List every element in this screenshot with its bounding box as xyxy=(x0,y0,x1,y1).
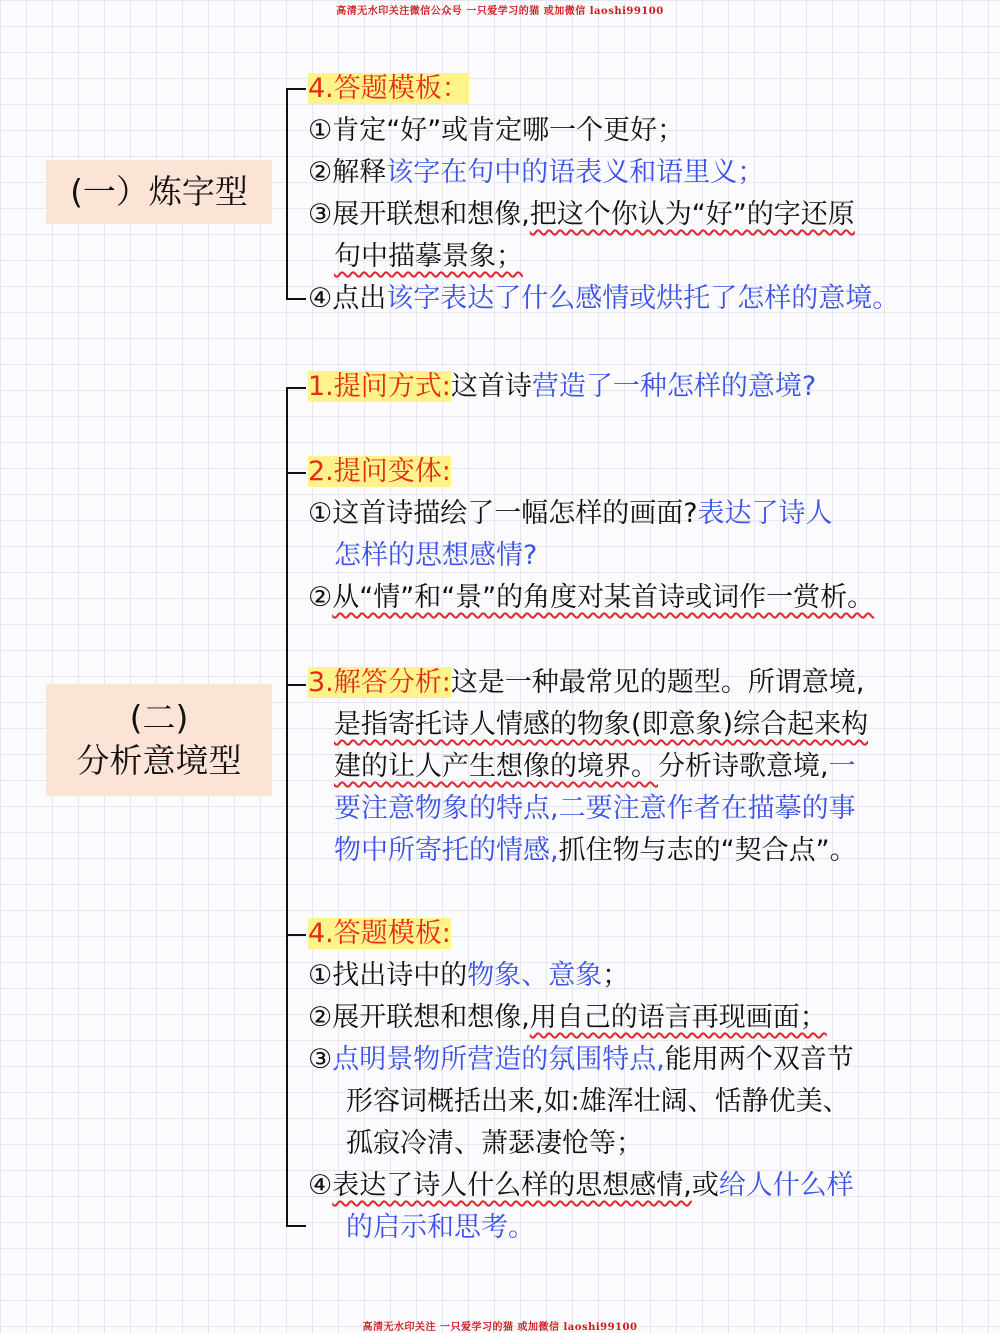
q3-l2: 是指寄托诗人情感的物象(即意象)综合起来构 xyxy=(334,709,869,740)
q3-line-3 xyxy=(308,746,868,788)
section1-template-l5b: 该字表达了什么感情或烘托了怎样的意境。 xyxy=(386,283,900,314)
q4-line-3 xyxy=(308,1039,854,1081)
q4-l6c: 或 xyxy=(691,1170,719,1201)
section1-template-l2a: ②解释 xyxy=(308,157,387,188)
q1-heading: 1.提问方式: xyxy=(308,371,451,402)
q4-l2a: ②展开联想和想像, xyxy=(308,1002,530,1033)
section2-label-line1: (二) xyxy=(129,698,189,738)
q4-heading-line xyxy=(308,913,854,955)
q4-l1b: 物象、意象 xyxy=(467,960,603,991)
section1-template-l3b: 把这个你认为“好”的字还原 xyxy=(529,199,855,230)
section2-tick-bottom xyxy=(286,1225,306,1227)
section1-label-text: (一）炼字型 xyxy=(70,171,248,211)
q4-line-1 xyxy=(308,955,854,997)
section1-template-line-3 xyxy=(308,194,899,236)
q4-l3c: 能用两个双音节 xyxy=(664,1044,854,1075)
section1-template-heading: 4.答题模板： xyxy=(308,73,469,104)
q3-line-4 xyxy=(308,788,868,830)
watermark-top: 高清无水印关注微信公众号 一只爱学习的猫 或加微信 laoshi99100 xyxy=(336,6,664,17)
section1-bracket-tick-bottom xyxy=(286,298,306,300)
q2-line-2 xyxy=(308,535,874,577)
q2-heading: 2.提问变体: xyxy=(308,456,451,487)
q1-line xyxy=(308,366,816,408)
section2-q2 xyxy=(308,451,874,619)
section1-template-line-5 xyxy=(308,278,899,320)
q4-l6a: ④ xyxy=(308,1170,333,1201)
q2-l2: 怎样的思想感情? xyxy=(334,540,538,571)
q3-l5a: 物中所寄托的情感, xyxy=(334,835,559,866)
q4-l1a: ①找出诗中的 xyxy=(308,960,468,991)
q2-l3b: 从“情”和“景”的角度对某首诗或词作一赏析。 xyxy=(332,582,875,613)
section2-q3 xyxy=(308,662,868,872)
section1-template-line-1 xyxy=(308,110,899,152)
q4-l4: 形容词概括出来,如:雄浑壮阔、恬静优美、 xyxy=(346,1086,850,1117)
q3-l3b: 分析诗歌意境, xyxy=(658,751,829,782)
section2-label-line2: 分析意境型 xyxy=(76,741,242,780)
section2-bracket xyxy=(286,387,288,1227)
section1-template-l3a: ③展开联想和想像, xyxy=(308,199,530,230)
q4-l6d: 给人什么样 xyxy=(718,1170,854,1201)
section1-bracket xyxy=(286,88,288,300)
q1-text-a: 这首诗 xyxy=(450,371,532,402)
q3-line-1 xyxy=(308,662,868,704)
section2-q1 xyxy=(308,366,816,408)
section1-template-l2b: 该字在句中的语表义和语里义； xyxy=(386,157,765,188)
section2-tick-q2 xyxy=(286,472,306,474)
section2-q4 xyxy=(308,913,854,1249)
section1-template-l5a: ④点出 xyxy=(308,283,387,314)
q1-text-b: 营造了一种怎样的意境? xyxy=(531,371,817,402)
q3-l5b: 抓住物与志的“契合点”。 xyxy=(558,835,857,866)
q4-line-7 xyxy=(308,1207,854,1249)
section1-template-l4: 句中描摹景象； xyxy=(334,241,523,272)
section1-bracket-tick-top xyxy=(286,88,306,90)
q4-line-5 xyxy=(308,1123,854,1165)
q4-l3b: 点明景物所营造的氛围特点, xyxy=(332,1044,665,1075)
section1-template xyxy=(308,68,899,320)
watermark-bottom: 高清无水印关注 一只爱学习的猫 或加微信 laoshi99100 xyxy=(362,1322,638,1333)
q3-heading: 3.解答分析: xyxy=(308,667,451,698)
q4-heading: 4.答题模板: xyxy=(308,918,451,949)
q2-line-1 xyxy=(308,493,874,535)
section2-tick-q3 xyxy=(286,684,306,686)
q4-line-6 xyxy=(308,1165,854,1207)
q2-l1b: 表达了诗人 xyxy=(697,498,833,529)
q4-l3a: ③ xyxy=(308,1044,333,1075)
q3-l3a: 建的让人产生想像的境界。 xyxy=(334,751,658,782)
q2-l1a: ①这首诗描绘了一幅怎样的画面? xyxy=(308,498,698,529)
q2-heading-line xyxy=(308,451,874,493)
section1-template-l1: ①肯定“好”或肯定哪一个更好； xyxy=(308,115,685,146)
section1-template-line-2 xyxy=(308,152,899,194)
q2-l3a: ② xyxy=(308,582,333,613)
section2-label xyxy=(46,684,272,796)
section2-tick-q1 xyxy=(286,387,306,389)
q4-l1c: ； xyxy=(602,960,630,991)
q4-line-4 xyxy=(308,1081,854,1123)
q4-l5: 孤寂冷清、萧瑟凄怆等； xyxy=(346,1128,643,1159)
q3-l4: 要注意物象的特点,二要注意作者在描摹的事 xyxy=(334,793,856,824)
q4-line-2 xyxy=(308,997,854,1039)
section1-template-line-4 xyxy=(308,236,899,278)
q2-line-3 xyxy=(308,577,874,619)
q4-l2b: 用自己的语言再现画面； xyxy=(529,1002,827,1033)
q3-line-5 xyxy=(308,830,868,872)
q4-l6b: 表达了诗人什么样的思想感情, xyxy=(332,1170,692,1201)
q3-l3c: 一 xyxy=(828,751,856,782)
q4-l7: 的启示和思考。 xyxy=(346,1212,535,1243)
section1-template-heading-line xyxy=(308,68,899,110)
section1-label xyxy=(46,160,272,224)
q3-line-2 xyxy=(308,704,868,746)
section2-tick-q4 xyxy=(286,934,306,936)
q3-l1: 这是一种最常见的题型。所谓意境, xyxy=(450,667,865,698)
